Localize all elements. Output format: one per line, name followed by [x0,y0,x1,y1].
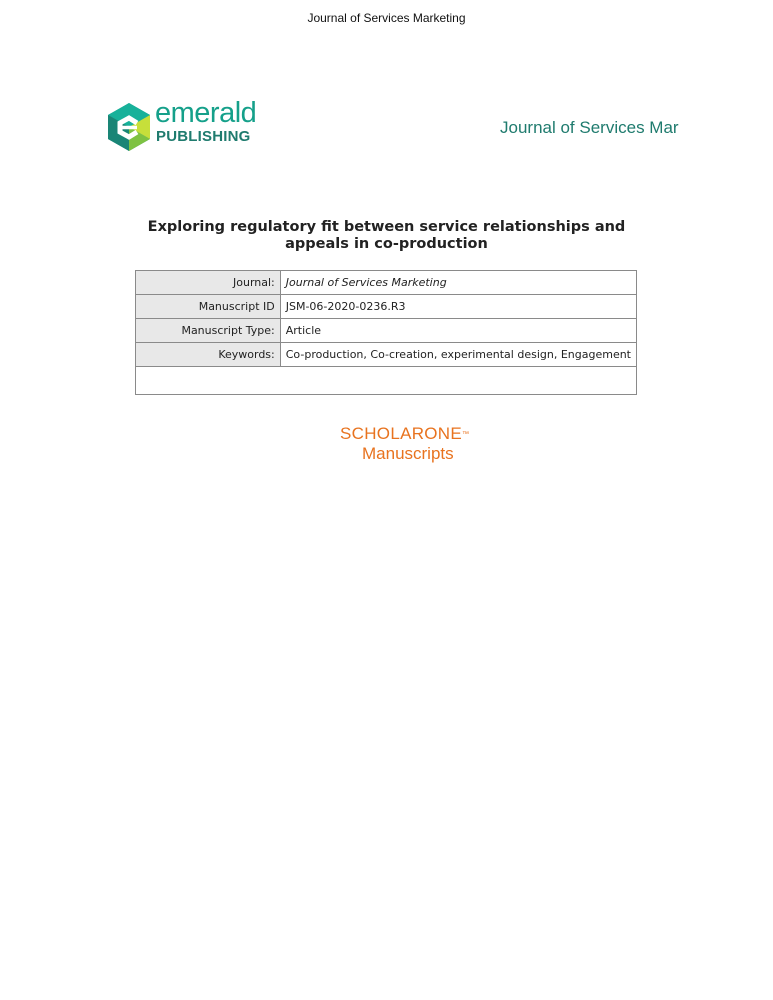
scholarone-wordmark [340,424,469,444]
emerald-publishing-logo [107,97,267,154]
keywords-label: Keywords: [136,343,281,367]
empty-cell [136,367,637,395]
manuscript-info-table [135,270,637,395]
paper-title: Exploring regulatory fit between service relationships and appeals in co-production [147,219,626,252]
table-row [136,343,637,367]
table-row [136,271,637,295]
table-row [136,295,637,319]
scholarone-text: SCHOLARONE [340,424,463,443]
journal-label: Journal: [136,271,281,295]
empty-table-row [136,367,637,395]
logo-word-emerald: emerald [155,97,257,129]
scholarone-logo [340,424,469,464]
journal-banner: Journal of Services Mar [500,118,679,137]
journal-value: Journal of Services Marketing [280,271,636,295]
logo-word-publishing: PUBLISHING [156,128,251,145]
keywords-value: Co-production, Co-creation, experimental design, Engagement [280,343,636,367]
manuscript-type-value: Article [280,319,636,343]
trademark-symbol: ™ [462,431,470,438]
running-header: Journal of Services Marketing [307,11,466,25]
manuscript-id-label: Manuscript ID [136,295,281,319]
manuscript-type-label: Manuscript Type: [136,319,281,343]
emerald-logo-mark-icon [107,102,151,152]
manuscript-id-value: JSM-06-2020-0236.R3 [280,295,636,319]
table-row [136,319,637,343]
scholarone-manuscripts-text: Manuscripts [362,444,454,463]
